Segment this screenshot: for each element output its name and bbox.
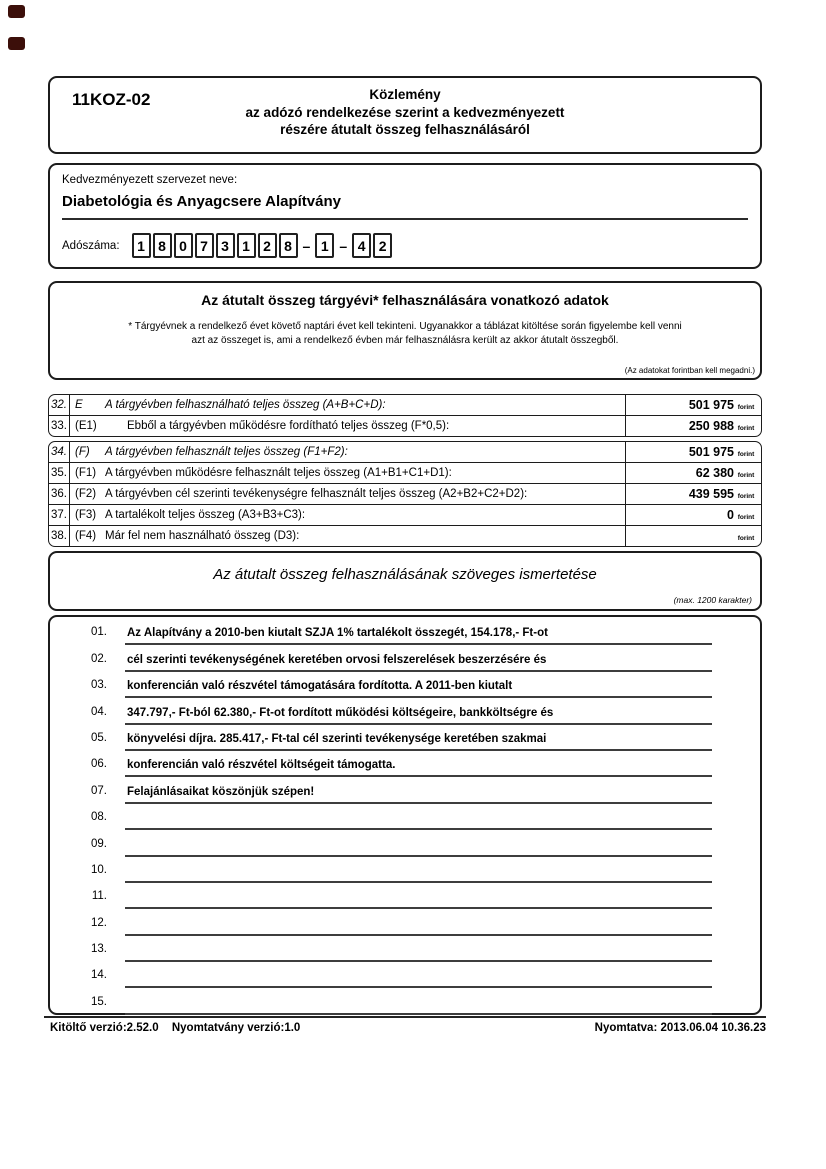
line-number: 07. — [91, 784, 107, 797]
line-number: 09. — [91, 837, 107, 850]
tax-number-label: Adószáma: — [62, 239, 120, 252]
line-number: 13. — [91, 943, 107, 956]
tax-digit-box[interactable]: 8 — [279, 233, 298, 258]
tax-digit-box[interactable]: 1 — [315, 233, 334, 258]
narrative-title: Az átutalt összeg felhasználásának szöveges ismertetése — [213, 566, 597, 583]
amount-value: 0 — [727, 508, 734, 522]
row-code: (F) — [75, 446, 90, 458]
corner-mark — [8, 5, 25, 18]
tax-digit-box[interactable]: 2 — [258, 233, 277, 258]
usage-section-header — [48, 281, 762, 380]
tax-number-block-1 — [132, 233, 298, 258]
row-number: 36. — [49, 484, 70, 504]
line-text-field[interactable] — [125, 930, 712, 936]
line-text-field[interactable]: könyvelési díjra. 285.417,- Ft-tal cél szerinti tevékenysége keretében szakmai — [125, 733, 712, 751]
narrative-line — [50, 830, 760, 856]
usage-section-title: Az átutalt összeg tárgyévi* felhasználására vonatkozó adatok — [201, 292, 609, 308]
line-text-field[interactable]: konferencián való részvétel költségeit támogatta. — [125, 759, 712, 777]
line-text-field[interactable]: Felajánlásaikat köszönjük szépen! — [125, 786, 712, 804]
tax-digit-box[interactable]: 4 — [352, 233, 371, 258]
tax-digit-box[interactable]: 7 — [195, 233, 214, 258]
line-number: 15. — [91, 995, 107, 1008]
table-row — [49, 395, 761, 415]
beneficiary-name-label: Kedvezményezett szervezet neve: — [62, 174, 238, 186]
table-row — [49, 462, 761, 483]
tax-digit-box[interactable]: 3 — [216, 233, 235, 258]
narrative-line — [50, 751, 760, 777]
usage-section-note — [50, 320, 760, 347]
row-label: Már fel nem használható összeg (D3): — [105, 530, 300, 542]
narrative-line — [50, 883, 760, 909]
narrative-line — [50, 725, 760, 751]
line-number: 03. — [91, 679, 107, 692]
line-text-field[interactable] — [125, 877, 712, 883]
row-number: 35. — [49, 463, 70, 483]
line-number: 02. — [91, 652, 107, 665]
currency-note: (Az adatokat forintban kell megadni.) — [624, 366, 755, 375]
narrative-line — [50, 645, 760, 671]
narrative-section-header — [48, 551, 762, 611]
narrative-line — [50, 988, 760, 1014]
tax-number-separator: – — [339, 237, 348, 254]
amount-unit: forint — [737, 451, 755, 458]
row-label: A tárgyévben felhasznált teljes összeg (F1+F2): — [105, 446, 348, 458]
amount-unit: forint — [737, 472, 755, 479]
line-text-field[interactable] — [125, 824, 712, 830]
amount-cell[interactable] — [625, 463, 761, 483]
amount-value: 501 975 — [688, 398, 734, 412]
beneficiary-name-field[interactable]: Diabetológia és Anyagcsere Alapítvány — [62, 193, 748, 220]
line-number: 08. — [91, 811, 107, 824]
amount-cell[interactable] — [625, 484, 761, 504]
form-version: Nyomtatvány verzió:1.0 — [171, 1022, 301, 1034]
tax-number-separator: – — [302, 237, 311, 254]
row-code: (E1) — [75, 420, 97, 432]
narrative-line — [50, 777, 760, 803]
amount-table-group-1 — [48, 394, 762, 437]
line-text-field[interactable] — [125, 851, 712, 857]
row-label: A tárgyévben felhasználható teljes összeg (A+B+C+D): — [105, 399, 386, 411]
version-info — [50, 1022, 300, 1034]
line-text-field[interactable] — [125, 956, 712, 962]
row-number: 37. — [49, 505, 70, 525]
narrative-line — [50, 936, 760, 962]
amount-value: 62 380 — [695, 466, 734, 480]
form-code: 11KOZ-02 — [72, 90, 151, 109]
row-number: 34. — [49, 442, 70, 462]
row-code: (F4) — [75, 530, 97, 542]
row-code: (F3) — [75, 509, 97, 521]
tax-digit-box[interactable]: 8 — [153, 233, 172, 258]
row-code: (F1) — [75, 467, 97, 479]
amount-cell[interactable] — [625, 442, 761, 462]
printed-timestamp: Nyomtatva: 2013.06.04 10.36.23 — [594, 1022, 766, 1034]
row-number: 33. — [49, 416, 70, 436]
row-label: A tárgyévben működésre felhasznált teljes összeg (A1+B1+C1+D1): — [105, 467, 452, 479]
narrative-line — [50, 962, 760, 988]
line-number: 12. — [91, 916, 107, 929]
line-number: 01. — [91, 626, 107, 639]
amount-unit: forint — [737, 404, 755, 411]
line-text-field[interactable]: 347.797,- Ft-ból 62.380,- Ft-ot fordított működési költségeire, bankköltségre és — [125, 707, 712, 725]
line-text-field[interactable] — [125, 903, 712, 909]
beneficiary-section — [48, 163, 762, 269]
amount-value: 250 988 — [688, 419, 734, 433]
line-text-field[interactable]: konferencián való részvétel támogatására fordította. A 2011-ben kiutalt — [125, 680, 712, 698]
line-text-field[interactable]: Az Alapítvány a 2010-ben kiutalt SZJA 1% tartalékolt összegét, 154.178,- Ft-ot — [125, 627, 712, 645]
narrative-line — [50, 619, 760, 645]
line-text-field[interactable] — [125, 1009, 712, 1015]
form-title-line: az adózó rendelkezése szerint a kedvezményezett — [245, 104, 565, 120]
row-code: (F2) — [75, 488, 97, 500]
tax-digit-box[interactable]: 1 — [237, 233, 256, 258]
line-text-field[interactable] — [125, 982, 712, 988]
fill-version: Kitöltő verzió:2.52.0 — [50, 1022, 159, 1034]
amount-cell[interactable] — [625, 505, 761, 525]
row-number: 38. — [49, 526, 70, 546]
amount-table-group-2 — [48, 441, 762, 547]
form-header — [48, 76, 762, 154]
line-number: 11. — [91, 890, 107, 903]
table-row — [49, 525, 761, 546]
amount-value: 501 975 — [688, 445, 734, 459]
line-number: 06. — [91, 758, 107, 771]
form-title-line: Közlemény — [369, 87, 441, 102]
row-label: A tárgyévben cél szerinti tevékenységre felhasznált teljes összeg (A2+B2+C2+D2): — [105, 488, 528, 500]
row-number: 32. — [49, 395, 70, 415]
usage-note-line: azt az összeget is, ami a rendelkező évben már felhasználásra került az akkor átutalt összegből. — [191, 334, 619, 346]
amount-unit: forint — [737, 493, 755, 500]
table-row — [49, 415, 761, 436]
line-number: 14. — [91, 969, 107, 982]
row-label: A tartalékolt teljes összeg (A3+B3+C3): — [105, 509, 306, 521]
table-row — [49, 483, 761, 504]
tax-number-block-3 — [352, 233, 392, 258]
line-number: 04. — [91, 705, 107, 718]
footer-divider — [44, 1016, 766, 1018]
narrative-line — [50, 804, 760, 830]
corner-mark — [8, 37, 25, 50]
table-row — [49, 504, 761, 525]
amount-cell[interactable] — [625, 416, 761, 436]
table-row — [49, 442, 761, 462]
narrative-line — [50, 672, 760, 698]
row-label: Ebből a tárgyévben működésre fordítható teljes összeg (F*0,5): — [127, 420, 450, 432]
footer — [50, 1022, 766, 1034]
amount-unit: forint — [737, 425, 755, 432]
line-number: 05. — [91, 731, 107, 744]
amount-value: 439 595 — [688, 487, 734, 501]
tax-number-block-2 — [315, 233, 334, 258]
amount-cell[interactable] — [625, 526, 761, 546]
max-characters-note: (max. 1200 karakter) — [673, 595, 752, 605]
tax-digit-box[interactable]: 1 — [132, 233, 151, 258]
narrative-line — [50, 698, 760, 724]
amount-unit: forint — [737, 514, 755, 521]
line-number: 10. — [91, 863, 107, 876]
amount-unit: forint — [737, 535, 755, 542]
row-code: E — [75, 399, 83, 411]
narrative-line — [50, 909, 760, 935]
form-title-line: részére átutalt összeg felhasználásáról — [280, 122, 530, 138]
narrative-lines — [48, 615, 762, 1015]
line-text-field[interactable]: cél szerinti tevékenységének keretében orvosi felszerelések beszerzésére és — [125, 654, 712, 672]
amount-cell[interactable] — [625, 395, 761, 415]
tax-digit-box[interactable]: 2 — [373, 233, 392, 258]
narrative-line — [50, 857, 760, 883]
tax-digit-box[interactable]: 0 — [174, 233, 193, 258]
usage-note-line: * Tárgyévnek a rendelkező évet követő naptári évet kell tekinteni. Ugyanakkor a táblázat kitöltése során figyelembe kell venni — [128, 321, 682, 332]
tax-number-row — [62, 233, 392, 258]
form-title — [50, 86, 760, 139]
